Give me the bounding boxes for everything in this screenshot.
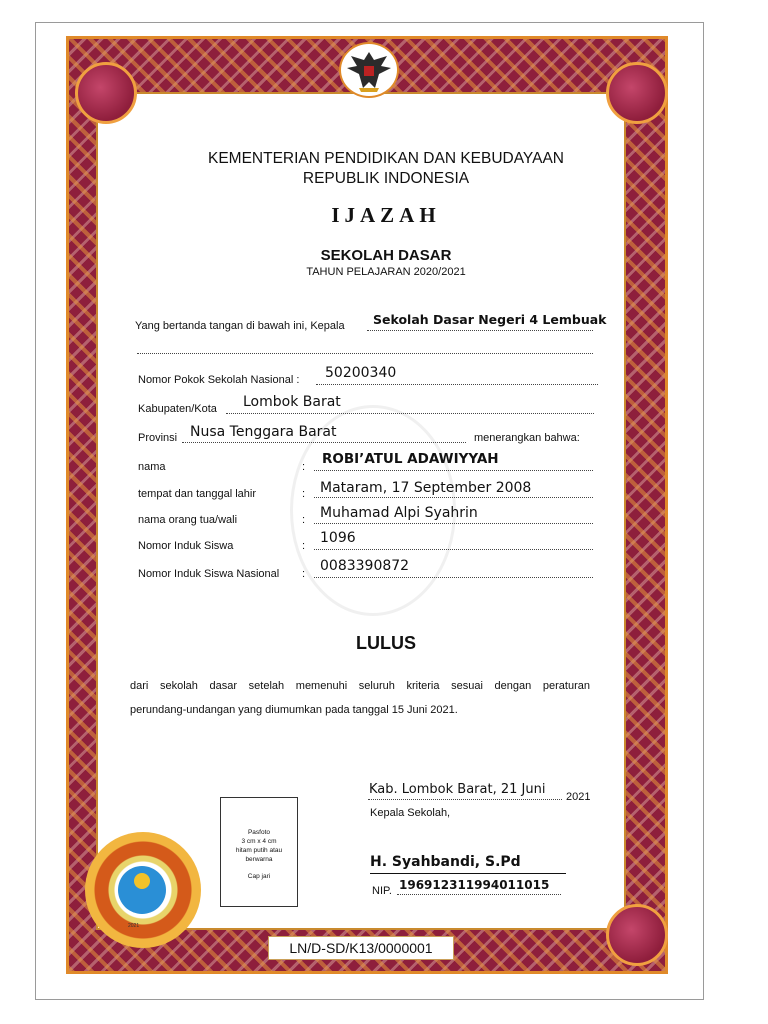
signature-year: 2021 <box>566 791 591 803</box>
nip-value: 196912311994011015 <box>399 878 550 892</box>
signature-role: Kepala Sekolah, <box>370 807 451 819</box>
statement-line-2: perundang-undangan yang diumumkan pada tanggal 15 Juni 2021. <box>130 704 458 716</box>
document-title: IJAZAH <box>331 203 441 227</box>
result-status: LULUS <box>356 633 416 653</box>
seal-emblem-dot <box>134 873 150 889</box>
serial-number: LN/D-SD/K13/0000001 <box>268 936 454 960</box>
field-value-parent: Muhamad Alpi Syahrin <box>320 505 478 521</box>
corner-ornament-top-right <box>606 62 668 124</box>
field-line <box>314 577 593 578</box>
academic-year: TAHUN PELAJARAN 2020/2021 <box>306 266 466 278</box>
school-name: Sekolah Dasar Negeri 4 Lembuak <box>373 312 607 327</box>
regency-value: Lombok Barat <box>243 394 341 410</box>
garuda-emblem-icon <box>339 42 399 98</box>
photo-placeholder <box>220 797 298 907</box>
ministry-title: KEMENTERIAN PENDIDIKAN DAN KEBUDAYAAN <box>208 150 564 167</box>
nip-label: NIP. <box>372 885 392 897</box>
npsn-line <box>316 384 598 385</box>
place-date-line <box>368 799 562 800</box>
photo-caption: berwarna <box>245 856 273 863</box>
npsn-label: Nomor Pokok Sekolah Nasional : <box>138 374 300 386</box>
field-label-nis: Nomor Induk Siswa <box>138 540 234 552</box>
field-value-nisn: 0083390872 <box>320 558 410 574</box>
field-value-ttl: Mataram, 17 September 2008 <box>320 480 532 496</box>
field-label-nama: nama <box>138 461 166 473</box>
certify-label: menerangkan bahwa: <box>474 432 580 444</box>
country-title: REPUBLIK INDONESIA <box>302 170 470 187</box>
fingerprint-label: Cap jari <box>247 873 271 880</box>
field-colon: : <box>302 568 306 580</box>
field-label-nisn: Nomor Induk Siswa Nasional <box>138 568 280 580</box>
principal-name-underline <box>370 873 566 874</box>
field-value-nis: 1096 <box>320 530 356 546</box>
field-label-ttl: tempat dan tanggal lahir <box>138 488 257 500</box>
school-level: SEKOLAH DASAR <box>320 247 452 264</box>
field-colon: : <box>302 540 306 552</box>
field-label-parent: nama orang tua/wali <box>138 514 238 526</box>
nip-line <box>397 894 561 895</box>
field-line <box>314 549 593 550</box>
field-value-nama: ROBI’ATUL ADAWIYYAH <box>322 451 499 467</box>
signature-place-date: Kab. Lombok Barat, 21 Juni <box>369 782 546 797</box>
npsn-value: 50200340 <box>325 365 397 381</box>
principal-name: H. Syahbandi, S.Pd <box>370 854 521 870</box>
field-line <box>314 523 593 524</box>
province-value: Nusa Tenggara Barat <box>190 424 337 440</box>
statement-line-1: dari sekolah dasar setelah memenuhi seluruh kriteria sesuai dengan peraturan <box>130 680 590 692</box>
photo-caption: 3 cm x 4 cm <box>241 838 277 845</box>
field-line <box>314 497 593 498</box>
province-line <box>182 442 466 443</box>
field-colon: : <box>302 461 306 473</box>
regency-label: Kabupaten/Kota <box>138 403 217 415</box>
province-label: Provinsi <box>138 432 178 444</box>
regency-line <box>226 413 594 414</box>
photo-caption: hitam putih atau <box>235 847 283 854</box>
field-line <box>314 470 593 471</box>
photo-caption: Pasfoto <box>247 829 271 836</box>
corner-ornament-bottom-right <box>606 904 668 966</box>
school-name-line <box>367 330 593 331</box>
field-colon: : <box>302 488 306 500</box>
blank-line <box>137 353 593 354</box>
field-colon: : <box>302 514 306 526</box>
seal-year: 2021 <box>128 923 140 929</box>
intro-label: Yang bertanda tangan di bawah ini, Kepala <box>135 320 345 332</box>
corner-ornament-top-left <box>75 62 137 124</box>
